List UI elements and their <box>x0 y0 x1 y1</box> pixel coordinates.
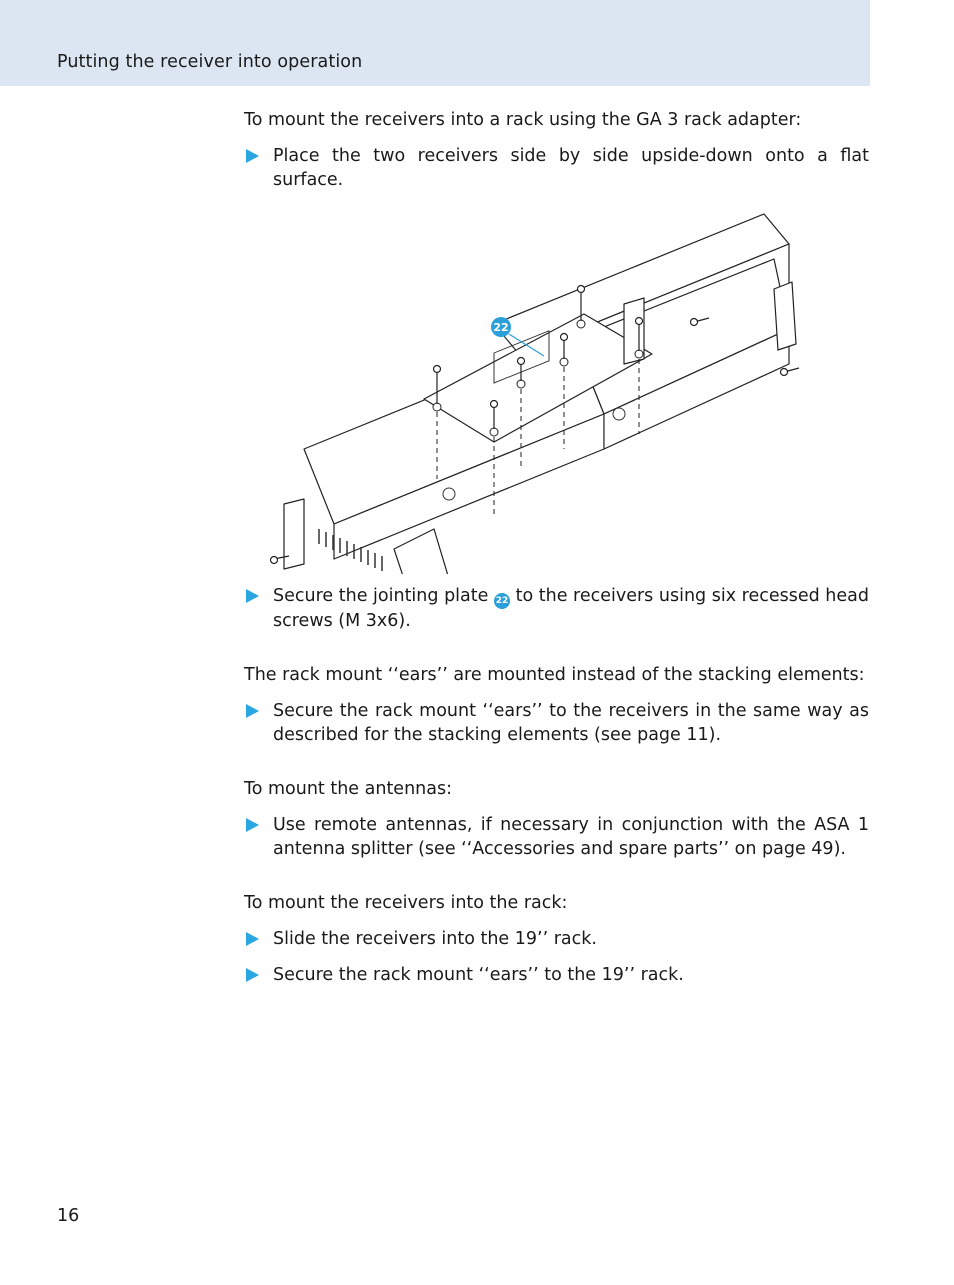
intro-paragraph: To mount the receivers into a rack using the GA 3 rack adapter: <box>244 110 802 130</box>
step-text: Secure the rack mount ‘‘ears’’ to the 19’’ rack. <box>273 965 684 985</box>
page-number: 16 <box>57 1206 80 1226</box>
step-text: Slide the receivers into the 19’’ rack. <box>273 929 597 949</box>
rack-mount-illustration <box>244 204 869 574</box>
part-number-badge: 22 <box>494 593 510 609</box>
step-text-after: to the receivers using six recessed head screws (M 3x6). <box>273 586 869 631</box>
step-text: Use remote antennas, if necessary in conjunction with the ASA 1 antenna splitter (see ‘‘Accessories and spare parts’’ on page 49). <box>273 815 869 859</box>
step-arrow-icon <box>246 968 259 982</box>
instruction-step <box>244 963 869 987</box>
paragraph: To mount the antennas: <box>244 779 452 799</box>
instruction-step <box>244 927 869 951</box>
step-arrow-icon <box>246 932 259 946</box>
callout-number: 22 <box>493 321 509 334</box>
header-band <box>0 0 870 86</box>
step-text-before: Secure the jointing plate <box>273 586 489 606</box>
page-content <box>244 108 869 999</box>
instruction-step <box>244 699 869 747</box>
step-arrow-icon <box>246 704 259 718</box>
step-arrow-icon <box>246 149 259 163</box>
instruction-step <box>244 584 869 633</box>
step-text: Place the two receivers side by side upside-down onto a flat surface. <box>273 146 869 190</box>
paragraph: The rack mount ‘‘ears’’ are mounted instead of the stacking elements: <box>244 665 865 685</box>
section-title: Putting the receiver into operation <box>57 52 363 72</box>
step-arrow-icon <box>246 589 259 603</box>
step-arrow-icon <box>246 818 259 832</box>
rack-mount-drawing <box>244 204 869 574</box>
step-text: Secure the rack mount ‘‘ears’’ to the receivers in the same way as described for the stacking elements (see page 11). <box>273 701 869 745</box>
paragraph: To mount the receivers into the rack: <box>244 893 568 913</box>
instruction-step <box>244 813 869 861</box>
instruction-step <box>244 144 869 192</box>
